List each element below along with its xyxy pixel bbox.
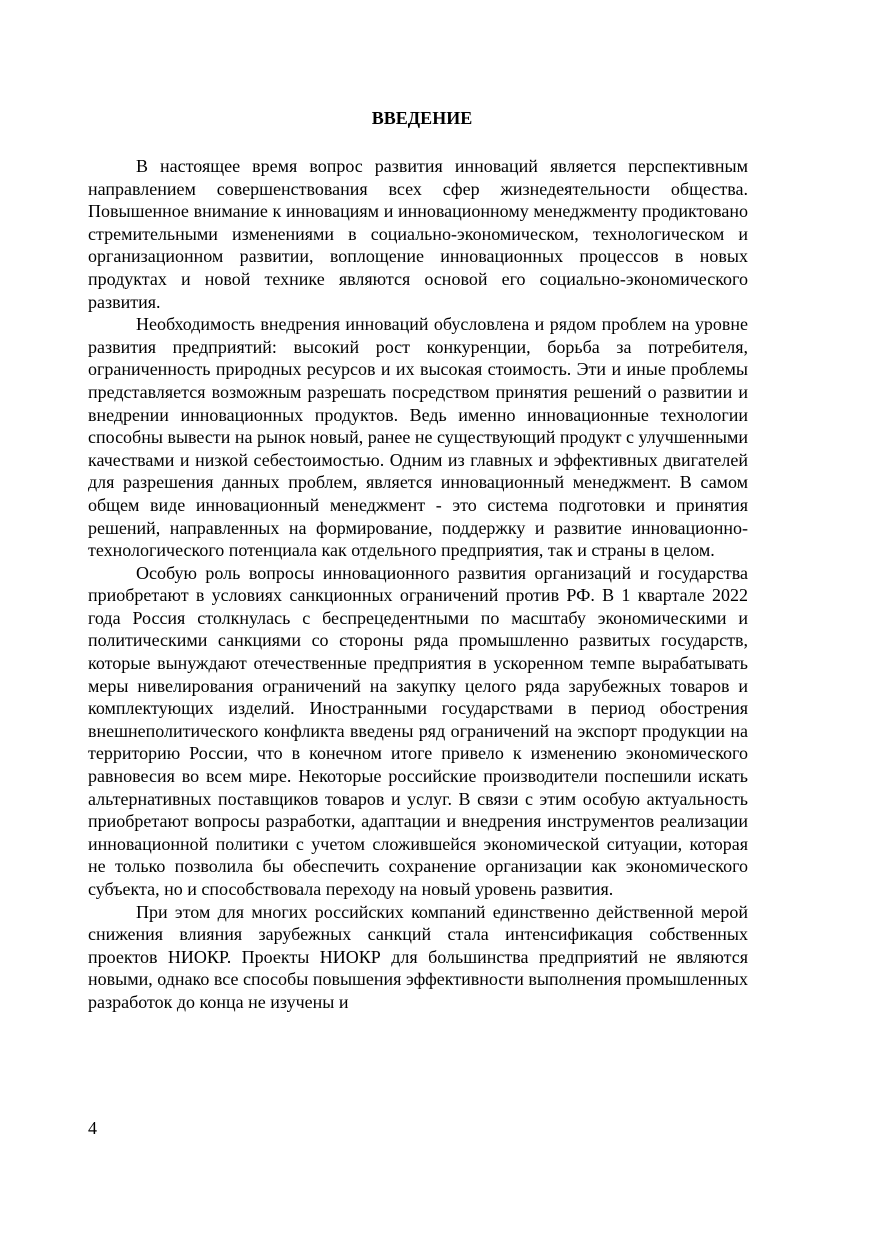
paragraph-2: Необходимость внедрения инноваций обусловлена и рядом проблем на уровне развития предприятий: высокий рост конкуренции, борьба за потребителя, ограниченность природных ресурсов и их высокая стоимость. Эти и иные проблемы представляется возможным разрешать посредством принятия решений о развитии и внедрении инновационных продуктов. Ведь именно инновационные технологии способны вывести на рынок новый, ранее не существующий продукт с улучшенными качествами и низкой себестоимостью. Одним из главных и эффективных двигателей для разрешения данных проблем, является инновационный менеджмент. В самом общем виде инновационный менеджмент - это система подготовки и принятия решений, направленных на формирование, поддержку и развитие инновационно-технологического потенциала как отдельного предприятия, так и страны в целом. bbox=[88, 314, 749, 561]
paragraph-4: При этом для многих российских компаний единственно действенной мерой снижения влияния зарубежных санкций стала интенсификация собственных проектов НИОКР. Проекты НИОКР для большинства предприятий не являются новыми, однако все способы повышения эффективности выполнения промышленных разработок до конца не изучены и bbox=[88, 901, 748, 1012]
page-number: 4 bbox=[88, 1118, 97, 1138]
paragraph-1: В настоящее время вопрос развития инноваций является перспективным направлением совершенствования всех сфер жизнедеятельности общества. Повышенное внимание к инновациям и инновационному менеджменту продиктовано стремительными изменениями в социально-экономическом, технологическом и организационном развитии, воплощение инновационных процессов в новых продуктах и новой технике являются основой его социально-экономического развития. bbox=[88, 156, 748, 312]
document-page bbox=[88, 106, 748, 1014]
section-heading: ВВЕДЕНИЕ bbox=[371, 108, 473, 128]
paragraph-3: Особую роль вопросы инновационного развития организаций и государства приобретают в условиях санкционных ограничений против РФ. В 1 квартале 2022 года Россия столкнулась с беспрецедентными по масштабу экономическими и политическими санкциями со стороны ряда промышленно развитых государств, которые вынуждают отечественные предприятия в ускоренном темпе вырабатывать меры нивелирования ограничений на закупку целого ряда зарубежных товаров и комплектующих изделий. Иностранными государствами в период обострения внешнеполитического конфликта введены ряд ограничений на экспорт продукции на территорию России, что в конечном итоге привело к изменению экономического равновесия во всем мире. Некоторые российские производители поспешили искать альтернативных поставщиков товаров и услуг. В связи с этим особую актуальность приобретают вопросы разработки, адаптации и внедрения инструментов реализации инновационной политики с учетом сложившейся экономической ситуации, которая не только позволила бы обеспечить сохранение организации как экономического субъекта, но и способствовала переходу на новый уровень развития. bbox=[88, 562, 748, 899]
